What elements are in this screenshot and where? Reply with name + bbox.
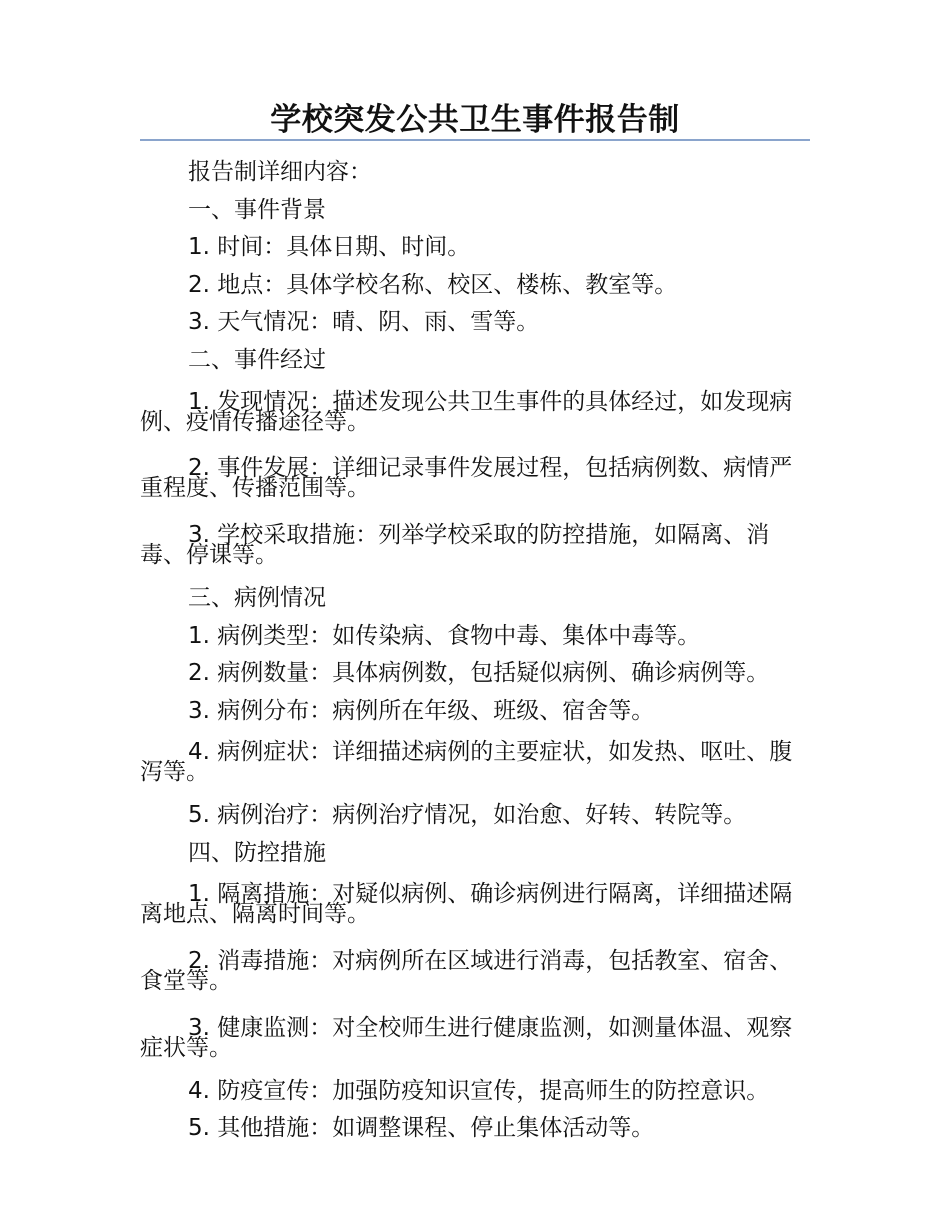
paragraph: 三、病例情况: [188, 584, 326, 611]
paragraph: 5. 病例治疗：病例治疗情况，如治愈、好转、转院等。: [188, 802, 747, 829]
paragraph: 1. 隔离措施：对疑似病例、确诊病例进行隔离，详细描述隔离地点、隔离时间等。: [140, 881, 793, 928]
document-title: 学校突发公共卫生事件报告制: [270, 102, 680, 138]
paragraph: 1. 病例类型：如传染病、食物中毒、集体中毒等。: [188, 622, 701, 649]
document-body: [140, 154, 810, 1148]
paragraph: 四、防控措施: [188, 839, 326, 866]
title-underline: [140, 139, 810, 141]
paragraph: 二、事件经过: [188, 346, 326, 373]
paragraph: 3. 学校采取措施：列举学校采取的防控措施，如隔离、消毒、停课等。: [140, 522, 770, 569]
paragraph: 5. 其他措施：如调整课程、停止集体活动等。: [188, 1115, 655, 1142]
paragraph: 2. 消毒措施：对病例所在区域进行消毒，包括教室、宿舍、食堂等。: [140, 948, 793, 995]
paragraph: 2. 事件发展：详细记录事件发展过程，包括病例数、病情严重程度、传播范围等。: [140, 455, 793, 502]
paragraph: 3. 病例分布：病例所在年级、班级、宿舍等。: [188, 697, 655, 724]
paragraph: 2. 病例数量：具体病例数，包括疑似病例、确诊病例等。: [188, 660, 770, 687]
paragraph: 2. 地点：具体学校名称、校区、楼栋、教室等。: [188, 271, 678, 298]
paragraph: 报告制详细内容：: [188, 159, 372, 185]
paragraph: 3. 健康监测：对全校师生进行健康监测，如测量体温、观察症状等。: [140, 1014, 793, 1061]
paragraph: 4. 防疫宣传：加强防疫知识宣传，提高师生的防控意识。: [188, 1077, 770, 1104]
paragraph: 一、事件背景: [188, 196, 326, 223]
paragraph: 4. 病例症状：详细描述病例的主要症状，如发热、呕吐、腹泻等。: [140, 739, 793, 786]
paragraph: 1. 发现情况：描述发现公共卫生事件的具体经过，如发现病例、疫情传播途径等。: [140, 388, 793, 435]
paragraph: 1. 时间：具体日期、时间。: [188, 234, 471, 261]
paragraph: 3. 天气情况：晴、阴、雨、雪等。: [188, 309, 540, 336]
